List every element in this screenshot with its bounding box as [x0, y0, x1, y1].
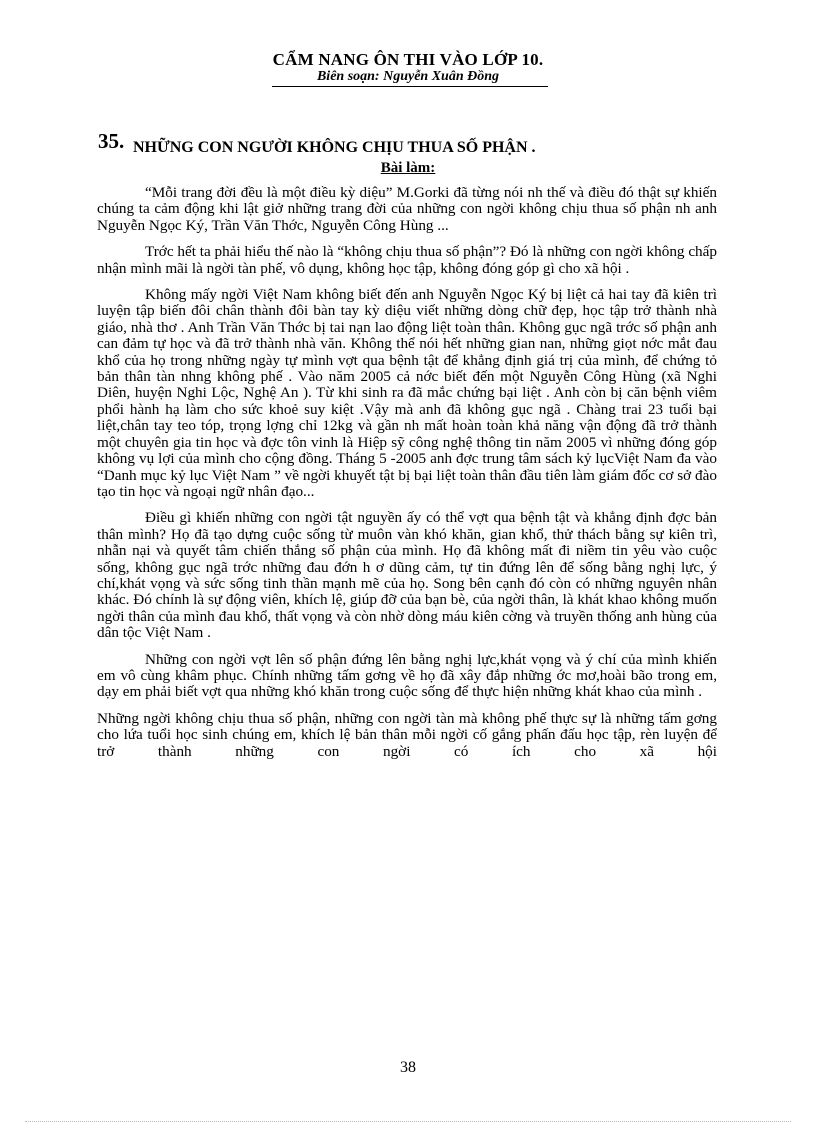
paragraph: Không mấy ngời Việt Nam không biết đến anh Nguyễn Ngọc Ký bị liệt cả hai tay đã kiên trì luyện tập biến đôi chân thành đôi bàn tay kỳ diệu viết những dòng chữ đẹp, học tập trở thành nhà giáo, nhà thơ . Anh Trần Văn Thớc bị tai nạn lao động liệt toàn thân. Không gục ngã trớc số phận anh can đảm tự học và đã trở thành nhà văn. Không thể nói hết những gian nan, những giọt nớc mắt đau khổ của họ trong những ngày tự mình vợt qua bệnh tật để khẳng định giá trị của mình, để chứng tỏ bản thân tàn nhng không phế . Vào năm 2005 cả nớc biết đến một Nguyễn Công Hùng (xã Nghi Diên, huyện Nghi Lộc, Nghệ An ). Từ khi sinh ra đã mắc chứng bại liệt . Anh còn bị căn bệnh viêm phổi hành hạ làm cho sức khoẻ suy kiệt .Vậy mà anh đã không gục ngã . Chàng trai 23 tuổi bại liệt,chân tay teo tóp, trọng lợng chỉ 12kg và gần nh mất hoàn toàn khả năng vận động đã trở thành một chuyên gia tin học và đợc tôn vinh là Hiệp sỹ công nghệ thông tin năm 2005 vì những đóng góp không vụ lợi của mình cho cộng đồng. Tháng 5 -2005 anh đợc trung tâm sách kỷ lụcViệt Nam đa vào “Danh mục kỷ lục Việt Nam ” về ngời khuyết tật bị bại liệt toàn thân đầu tiên làm giám đốc cơ sở đào tạo tin học và ngoại ngữ nhân đạo... — [97, 286, 717, 500]
section-title: NHỮNG CON NGƯỜI KHÔNG CHỊU THUA SỐ PHẬN . — [133, 139, 536, 156]
section-number: 35. — [98, 129, 125, 153]
paragraph: Những ngời không chịu thua số phận, những con ngời tàn mà không phế thực sự là những tấm gơng cho lứa tuổi học sinh chúng em, khích lệ bản thân mỗi ngời cố gắng phấn đấu học tập, rèn luyện để trở thành những con ngời có ích cho xã hội — [97, 709, 717, 760]
essay-body — [97, 185, 717, 770]
section-subtitle — [0, 160, 816, 177]
paragraph: Trớc hết ta phải hiểu thế nào là “không chịu thua số phận”? Đó là những con ngời không chấp nhận mình mãi là ngời tàn phế, vô dụng, không học tập, không đóng góp gì cho xã hội . — [97, 243, 717, 277]
paragraph: “Mỗi trang đời đều là một điều kỳ diệu” M.Gorki đã từng nói nh thế và điều đó thật sự khiến chúng ta cảm động khi lật giở những trang đời của những con ngời không chịu thua số phận nh anh Nguyễn Ngọc Ký, Trần Văn Thớc, Nguyễn Công Hùng ... — [97, 184, 717, 234]
page-number: 38 — [400, 1059, 416, 1076]
page-bottom-divider — [25, 1121, 791, 1122]
subtitle-text: Bài làm: — [380, 160, 436, 176]
paragraph: Điều gì khiến những con ngời tật nguyền ấy có thể vợt qua bệnh tật và khẳng định đợc bản thân mình? Họ đã tạo dựng cuộc sống từ muôn vàn khó khăn, gian khổ, thử thách bằng sự kiên trì, nhẫn nại và quyết tâm chiến thắng số phận của mình. Họ đã không mất đi niềm tin yêu vào cuộc sống, không gục ngã trớc những đau đớn h ơ dũng cảm, tự tin đứng lên để sống bằng nghị lực, ý chí,khát vọng và sức sống tinh thần mạnh mẽ của họ. Song bên cạnh đó còn có những nguyên nhân khác. Đó chính là sự động viên, khích lệ, giúp đỡ của bạn bè, của ngời thân, là khát khao không muốn ngời thân của mình đau khổ, thất vọng và còn nhờ dòng máu kiên cờng và truyền thống anh hùng của dân tộc Việt Nam . — [97, 509, 717, 642]
book-title: CẨM NANG ÔN THI VÀO LỚP 10. — [272, 50, 544, 69]
header-divider — [272, 86, 548, 87]
paragraph: Những con ngời vợt lên số phận đứng lên bằng nghị lực,khát vọng và ý chí của mình khiến em vô cùng khâm phục. Chính những tấm gơng về họ đã xây đắp những ớc mơ,hoài bão trong em, dạy em phải biết vợt qua những khó khăn trong cuộc sống để thực hiện những khát khao của mình . — [97, 650, 717, 701]
author-line: Biên soạn: Nguyễn Xuân Đồng — [316, 69, 500, 84]
